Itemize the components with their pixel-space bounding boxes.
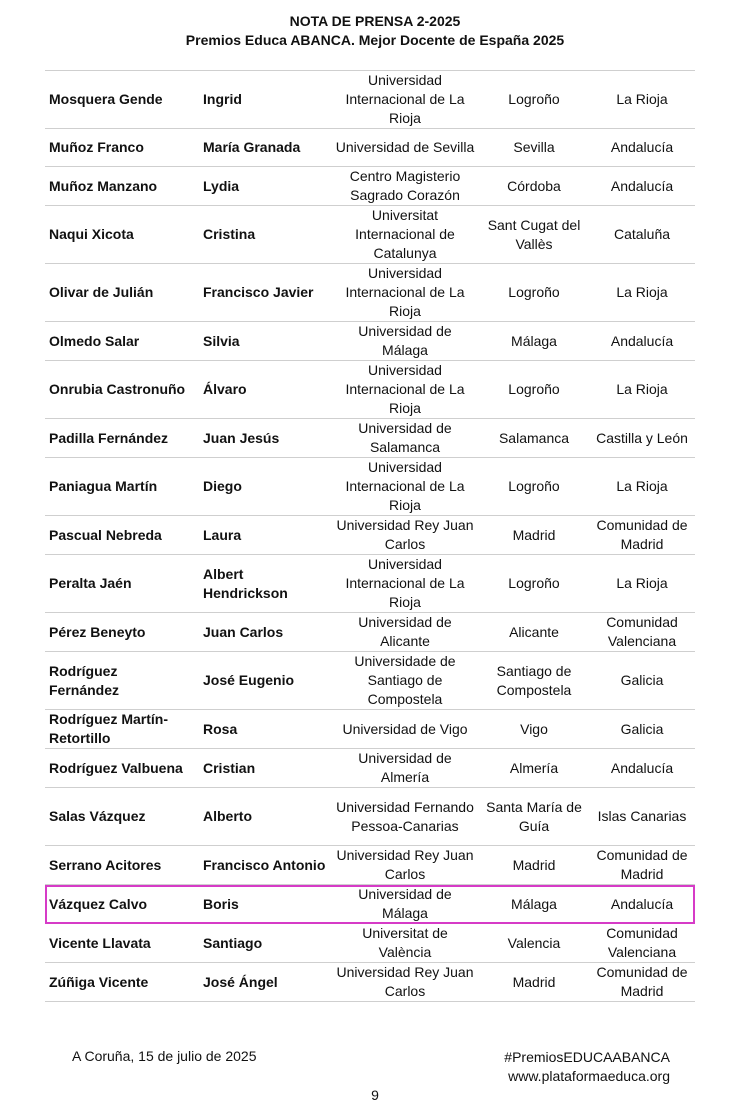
- given-name-cell: Santiago: [191, 924, 331, 963]
- city-cell: Valencia: [479, 924, 589, 963]
- table-row: [45, 788, 695, 846]
- table-row: [45, 322, 695, 361]
- region-cell: Andalucía: [589, 749, 695, 788]
- surname-cell: Rodríguez Martín-Retortillo: [45, 710, 191, 749]
- table-row: [45, 419, 695, 458]
- given-name-cell: Laura: [191, 516, 331, 555]
- surname-cell: Rodríguez Valbuena: [45, 749, 191, 788]
- website-link[interactable]: www.plataformaeduca.org: [508, 1068, 670, 1084]
- surname-cell: Salas Vázquez: [45, 788, 191, 846]
- institution-cell: Universidade de Santiago de Compostela: [331, 652, 479, 710]
- surname-cell: Padilla Fernández: [45, 419, 191, 458]
- given-name-cell: Juan Jesús: [191, 419, 331, 458]
- institution-cell: Universidad Rey Juan Carlos: [331, 846, 479, 885]
- surname-cell: Vázquez Calvo: [45, 885, 191, 924]
- institution-cell: Universidad Internacional de La Rioja: [331, 71, 479, 129]
- city-cell: Alicante: [479, 613, 589, 652]
- city-cell: Logroño: [479, 361, 589, 419]
- region-cell: La Rioja: [589, 458, 695, 516]
- surname-cell: Rodríguez Fernández: [45, 652, 191, 710]
- institution-cell: Universidad de Alicante: [331, 613, 479, 652]
- table-row: [45, 846, 695, 885]
- institution-cell: Universitat Internacional de Catalunya: [331, 206, 479, 264]
- region-cell: Islas Canarias: [589, 788, 695, 846]
- institution-cell: Universidad Rey Juan Carlos: [331, 516, 479, 555]
- region-cell: Cataluña: [589, 206, 695, 264]
- region-cell: Andalucía: [589, 167, 695, 206]
- institution-cell: Universidad Rey Juan Carlos: [331, 963, 479, 1002]
- given-name-cell: Diego: [191, 458, 331, 516]
- given-name-cell: Boris: [191, 885, 331, 924]
- city-cell: Sant Cugat del Vallès: [479, 206, 589, 264]
- table-row: [45, 71, 695, 129]
- city-cell: Santa María de Guía: [479, 788, 589, 846]
- region-cell: Comunidad de Madrid: [589, 846, 695, 885]
- given-name-cell: Lydia: [191, 167, 331, 206]
- given-name-cell: Cristian: [191, 749, 331, 788]
- table-row: [45, 749, 695, 788]
- region-cell: Castilla y León: [589, 419, 695, 458]
- institution-cell: Universitat de València: [331, 924, 479, 963]
- region-cell: Andalucía: [589, 129, 695, 167]
- region-cell: Comunidad Valenciana: [589, 924, 695, 963]
- city-cell: Logroño: [479, 555, 589, 613]
- surname-cell: Vicente Llavata: [45, 924, 191, 963]
- city-cell: Málaga: [479, 322, 589, 361]
- surname-cell: Onrubia Castronuño: [45, 361, 191, 419]
- region-cell: Andalucía: [589, 322, 695, 361]
- nominees-table: [45, 70, 695, 1002]
- surname-cell: Olivar de Julián: [45, 264, 191, 322]
- given-name-cell: Rosa: [191, 710, 331, 749]
- surname-cell: Mosquera Gende: [45, 71, 191, 129]
- footer-links: [504, 1048, 670, 1086]
- given-name-cell: Juan Carlos: [191, 613, 331, 652]
- surname-cell: Zúñiga Vicente: [45, 963, 191, 1002]
- surname-cell: Serrano Acitores: [45, 846, 191, 885]
- city-cell: Logroño: [479, 71, 589, 129]
- table-row: [45, 885, 695, 924]
- table-row: [45, 458, 695, 516]
- city-cell: Salamanca: [479, 419, 589, 458]
- region-cell: Galicia: [589, 652, 695, 710]
- city-cell: Almería: [479, 749, 589, 788]
- region-cell: Andalucía: [589, 885, 695, 924]
- region-cell: Galicia: [589, 710, 695, 749]
- given-name-cell: Cristina: [191, 206, 331, 264]
- surname-cell: Muñoz Manzano: [45, 167, 191, 206]
- given-name-cell: Silvia: [191, 322, 331, 361]
- city-cell: Sevilla: [479, 129, 589, 167]
- table-row: [45, 710, 695, 749]
- page-number: 9: [371, 1087, 379, 1103]
- given-name-cell: Francisco Antonio: [191, 846, 331, 885]
- region-cell: La Rioja: [589, 71, 695, 129]
- table-row: [45, 652, 695, 710]
- city-cell: Santiago de Compostela: [479, 652, 589, 710]
- institution-cell: Universidad Internacional de La Rioja: [331, 361, 479, 419]
- city-cell: Vigo: [479, 710, 589, 749]
- given-name-cell: María Granada: [191, 129, 331, 167]
- given-name-cell: Albert Hendrickson: [191, 555, 331, 613]
- city-cell: Logroño: [479, 264, 589, 322]
- surname-cell: Naqui Xicota: [45, 206, 191, 264]
- surname-cell: Pérez Beneyto: [45, 613, 191, 652]
- institution-cell: Universidad de Almería: [331, 749, 479, 788]
- document-header: [0, 12, 750, 50]
- institution-cell: Universidad de Málaga: [331, 885, 479, 924]
- given-name-cell: Francisco Javier: [191, 264, 331, 322]
- table-row: [45, 129, 695, 167]
- region-cell: Comunidad Valenciana: [589, 613, 695, 652]
- surname-cell: Olmedo Salar: [45, 322, 191, 361]
- nominees-table-body: [45, 71, 695, 1002]
- region-cell: La Rioja: [589, 361, 695, 419]
- surname-cell: Paniagua Martín: [45, 458, 191, 516]
- given-name-cell: Álvaro: [191, 361, 331, 419]
- institution-cell: Universidad Internacional de La Rioja: [331, 264, 479, 322]
- given-name-cell: José Ángel: [191, 963, 331, 1002]
- award-subtitle: Premios Educa ABANCA. Mejor Docente de España 2025: [185, 32, 565, 48]
- region-cell: Comunidad de Madrid: [589, 963, 695, 1002]
- institution-cell: Universidad de Málaga: [331, 322, 479, 361]
- city-cell: Córdoba: [479, 167, 589, 206]
- given-name-cell: Ingrid: [191, 71, 331, 129]
- table-row: [45, 963, 695, 1002]
- institution-cell: Universidad de Sevilla: [331, 129, 479, 167]
- city-cell: Madrid: [479, 963, 589, 1002]
- institution-cell: Universidad de Salamanca: [331, 419, 479, 458]
- table-row: [45, 555, 695, 613]
- institution-cell: Universidad Fernando Pessoa-Canarias: [331, 788, 479, 846]
- institution-cell: Universidad de Vigo: [331, 710, 479, 749]
- institution-cell: Universidad Internacional de La Rioja: [331, 458, 479, 516]
- region-cell: Comunidad de Madrid: [589, 516, 695, 555]
- table-row: [45, 361, 695, 419]
- surname-cell: Peralta Jaén: [45, 555, 191, 613]
- given-name-cell: Alberto: [191, 788, 331, 846]
- city-cell: Madrid: [479, 516, 589, 555]
- region-cell: La Rioja: [589, 264, 695, 322]
- institution-cell: Centro Magisterio Sagrado Corazón: [331, 167, 479, 206]
- hashtag: #PremiosEDUCAABANCA: [504, 1049, 670, 1065]
- given-name-cell: José Eugenio: [191, 652, 331, 710]
- place-date: A Coruña, 15 de julio de 2025: [72, 1048, 257, 1064]
- city-cell: Logroño: [479, 458, 589, 516]
- city-cell: Málaga: [479, 885, 589, 924]
- institution-cell: Universidad Internacional de La Rioja: [331, 555, 479, 613]
- table-row: [45, 516, 695, 555]
- table-row: [45, 206, 695, 264]
- region-cell: La Rioja: [589, 555, 695, 613]
- city-cell: Madrid: [479, 846, 589, 885]
- table-row: [45, 264, 695, 322]
- surname-cell: Muñoz Franco: [45, 129, 191, 167]
- table-row: [45, 613, 695, 652]
- surname-cell: Pascual Nebreda: [45, 516, 191, 555]
- press-release-title: NOTA DE PRENSA 2-2025: [289, 13, 461, 29]
- table-row: [45, 167, 695, 206]
- table-row: [45, 924, 695, 963]
